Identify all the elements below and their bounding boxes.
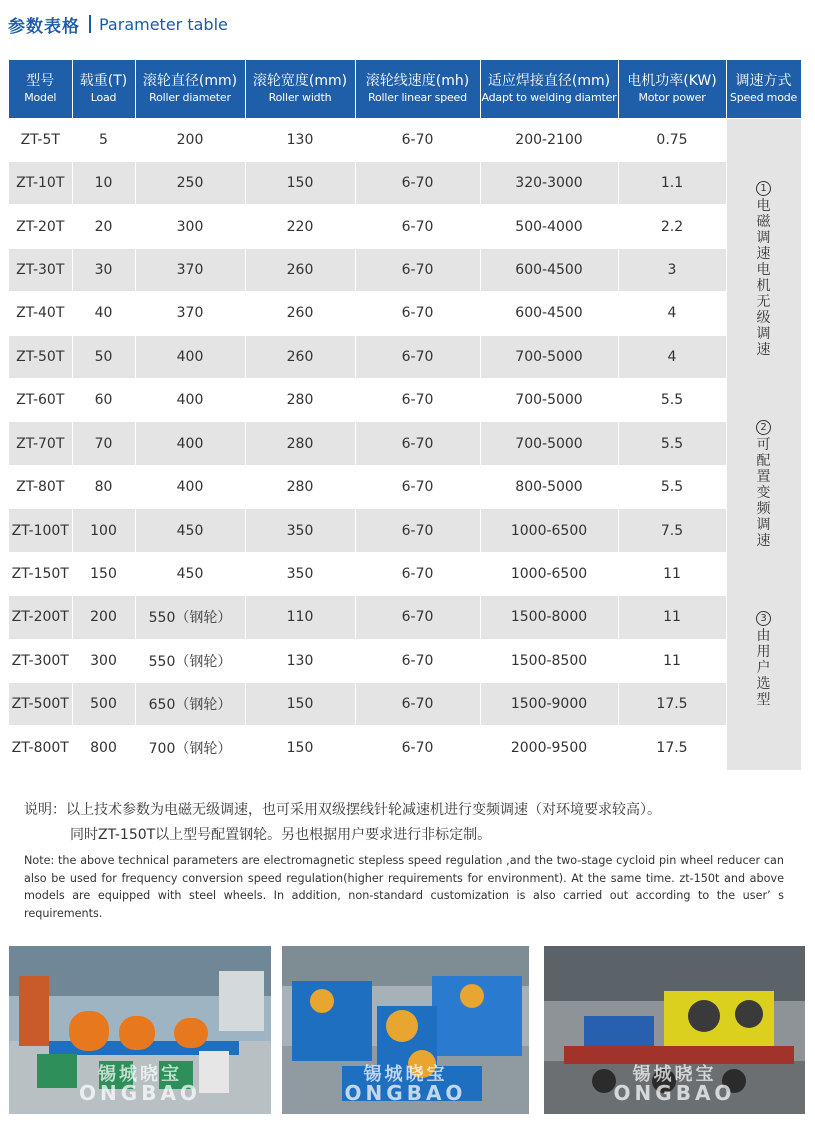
speed-mode-cell	[726, 118, 801, 770]
table-cell: 6-70	[355, 379, 480, 422]
table-cell: 5.5	[618, 465, 726, 508]
table-cell: 4	[618, 292, 726, 335]
table-cell: 450	[135, 509, 245, 552]
note-english: Note: the above technical parameters are electromagnetic stepless speed regulation ,and the two-stage cycloid pin wheel reducer can also be used for frequency conversion speed regulation(higher requirements for environment). At the same time. zt-150t and above models are equipped with steel wheels. In addition, non-standard customization is also carried out according to the user’ s requirements.	[24, 854, 784, 920]
table-cell: 6-70	[355, 726, 480, 770]
table-cell: 800-5000	[480, 465, 618, 508]
table-cell: 20	[72, 205, 135, 248]
table-cell: 250	[135, 161, 245, 204]
table-cell: 700-5000	[480, 422, 618, 465]
table-cell: 500	[72, 682, 135, 725]
table-cell: 1000-6500	[480, 552, 618, 595]
table-cell: 6-70	[355, 509, 480, 552]
table-cell: 300	[72, 639, 135, 682]
speed-mode-number: 1	[756, 181, 771, 196]
speed-mode-text: 由 用 户 选 型	[756, 627, 771, 708]
column-header-en: Roller linear speed	[368, 90, 467, 104]
column-header-cn: 调速方式	[735, 72, 792, 89]
table-cell: 600-4500	[480, 292, 618, 335]
table-cell: 450	[135, 552, 245, 595]
table-cell: 280	[245, 379, 355, 422]
speed-mode-number: 2	[756, 420, 771, 435]
column-header-cn: 电机功率(KW)	[627, 72, 717, 89]
table-row	[9, 639, 801, 682]
table-cell: ZT-70T	[9, 422, 72, 465]
table-cell: 6-70	[355, 639, 480, 682]
table-row	[9, 118, 801, 161]
table-cell: 5.5	[618, 422, 726, 465]
table-cell: ZT-40T	[9, 292, 72, 335]
column-header-cn: 滚轮宽度(mm)	[252, 72, 348, 89]
table-cell: ZT-20T	[9, 205, 72, 248]
product-photo-3	[544, 946, 805, 1114]
note-chinese	[24, 798, 804, 848]
speed-mode-number: 3	[756, 611, 771, 626]
table-cell: ZT-80T	[9, 465, 72, 508]
table-cell: ZT-300T	[9, 639, 72, 682]
photo-3-watermark: 锡城晓宝 ONGBAO	[613, 1064, 736, 1105]
table-cell: 60	[72, 379, 135, 422]
column-header	[135, 60, 245, 118]
table-cell: 110	[245, 596, 355, 639]
table-cell: 5.5	[618, 379, 726, 422]
page-header	[8, 10, 228, 38]
table-cell: 200-2100	[480, 118, 618, 161]
table-cell: 1.1	[618, 161, 726, 204]
table-cell: 1000-6500	[480, 509, 618, 552]
column-header-en: Roller diameter	[149, 90, 231, 104]
table-cell: 320-3000	[480, 161, 618, 204]
column-header	[618, 60, 726, 118]
table-cell: 260	[245, 335, 355, 378]
table-cell: 6-70	[355, 596, 480, 639]
table-cell: ZT-100T	[9, 509, 72, 552]
table-cell: ZT-150T	[9, 552, 72, 595]
table-cell: 150	[245, 161, 355, 204]
table-cell: 300	[135, 205, 245, 248]
table-cell: 3	[618, 248, 726, 291]
table-cell: 6-70	[355, 682, 480, 725]
table-row	[9, 335, 801, 378]
table-cell: 200	[135, 118, 245, 161]
table-row	[9, 596, 801, 639]
table-row	[9, 248, 801, 291]
table-cell: ZT-800T	[9, 726, 72, 770]
table-row	[9, 682, 801, 725]
column-header	[245, 60, 355, 118]
speed-mode-item	[756, 181, 771, 358]
note-cn-line2: 同时ZT-150T以上型号配置钢轮。另也根据用户要求进行非标定制。	[70, 827, 492, 843]
table-cell: 11	[618, 639, 726, 682]
table-cell: 700-5000	[480, 335, 618, 378]
table-cell: 6-70	[355, 292, 480, 335]
table-cell: 350	[245, 552, 355, 595]
column-header-en: Adapt to welding diamter	[481, 90, 617, 104]
table-cell: 150	[245, 726, 355, 770]
table-cell: 6-70	[355, 465, 480, 508]
table-cell: 200	[72, 596, 135, 639]
table-cell: 1500-8000	[480, 596, 618, 639]
table-row	[9, 726, 801, 770]
table-cell: 600-4500	[480, 248, 618, 291]
table-cell: 50	[72, 335, 135, 378]
column-header-en: Load	[90, 90, 117, 104]
table-cell: 11	[618, 596, 726, 639]
column-header-cn: 滚轮直径(mm)	[142, 72, 238, 89]
speed-mode-item	[756, 420, 771, 549]
column-header-cn: 适应焊接直径(mm)	[487, 72, 611, 89]
table-cell: ZT-500T	[9, 682, 72, 725]
table-cell: 370	[135, 248, 245, 291]
table-cell: 6-70	[355, 335, 480, 378]
table-cell: 400	[135, 335, 245, 378]
table-cell: 11	[618, 552, 726, 595]
table-cell: 400	[135, 422, 245, 465]
table-row	[9, 422, 801, 465]
product-photo-2	[282, 946, 529, 1114]
table-cell: 17.5	[618, 682, 726, 725]
table-cell: 2.2	[618, 205, 726, 248]
speed-mode-text: 可 配 置 变 频 调 速	[756, 436, 771, 549]
table-cell: 100	[72, 509, 135, 552]
table-cell: 220	[245, 205, 355, 248]
table-cell: 800	[72, 726, 135, 770]
note-cn-line1: 说明：以上技术参数为电磁无级调速，也可采用双级摆线针轮减速机进行变频调速（对环境要求较高）。	[24, 802, 661, 818]
header-title-en: Parameter table	[99, 14, 228, 34]
table-cell: 700（钢轮）	[135, 726, 245, 770]
table-cell: 17.5	[618, 726, 726, 770]
table-cell: ZT-200T	[9, 596, 72, 639]
table-cell: 1500-8500	[480, 639, 618, 682]
table-cell: 30	[72, 248, 135, 291]
column-header	[480, 60, 618, 118]
table-cell: 40	[72, 292, 135, 335]
table-cell: 10	[72, 161, 135, 204]
table-cell: 7.5	[618, 509, 726, 552]
table-cell: 700-5000	[480, 379, 618, 422]
column-header	[72, 60, 135, 118]
column-header-en: Roller width	[268, 90, 332, 104]
table-cell: 280	[245, 422, 355, 465]
table-cell: 0.75	[618, 118, 726, 161]
column-header	[9, 60, 72, 118]
column-header	[726, 60, 801, 118]
column-header-en: Motor power	[638, 90, 706, 104]
table-cell: 80	[72, 465, 135, 508]
table-cell: ZT-10T	[9, 161, 72, 204]
column-header-cn: 滚轮线速度(mh)	[365, 72, 470, 89]
table-cell: 550（钢轮）	[135, 596, 245, 639]
speed-mode-item	[756, 611, 771, 708]
table-cell: ZT-60T	[9, 379, 72, 422]
table-cell: 260	[245, 248, 355, 291]
table-cell: 350	[245, 509, 355, 552]
table-cell: 6-70	[355, 422, 480, 465]
speed-mode-text: 电 磁 调 速 电 机 无 级 调 速	[756, 197, 771, 358]
table-cell: 130	[245, 118, 355, 161]
table-row	[9, 205, 801, 248]
header-separator	[89, 15, 91, 33]
table-row	[9, 552, 801, 595]
table-cell: ZT-5T	[9, 118, 72, 161]
table-cell: 150	[245, 682, 355, 725]
column-header-cn: 载重(T)	[79, 72, 128, 89]
table-row	[9, 292, 801, 335]
table-cell: 6-70	[355, 205, 480, 248]
table-cell: 6-70	[355, 248, 480, 291]
column-header-en: Model	[24, 90, 57, 104]
table-cell: 6-70	[355, 161, 480, 204]
table-cell: 1500-9000	[480, 682, 618, 725]
table-cell: 260	[245, 292, 355, 335]
table-cell: 6-70	[355, 118, 480, 161]
product-photo-1	[9, 946, 271, 1114]
table-cell: ZT-50T	[9, 335, 72, 378]
table-cell: 4	[618, 335, 726, 378]
table-row	[9, 465, 801, 508]
table-cell: 280	[245, 465, 355, 508]
table-row	[9, 161, 801, 204]
table-cell: 370	[135, 292, 245, 335]
header-title-cn: 参数表格	[8, 16, 80, 37]
table-cell: 500-4000	[480, 205, 618, 248]
column-header	[355, 60, 480, 118]
table-row	[9, 509, 801, 552]
parameter-table	[9, 60, 802, 770]
table-cell: 650（钢轮）	[135, 682, 245, 725]
table-cell: 5	[72, 118, 135, 161]
table-cell: 550（钢轮）	[135, 639, 245, 682]
photo-2-watermark: 锡城晓宝 ONGBAO	[344, 1064, 467, 1105]
table-cell: 400	[135, 465, 245, 508]
table-header-row	[9, 60, 801, 118]
table-body	[9, 118, 801, 770]
column-header-cn: 型号	[26, 72, 55, 89]
table-cell: 400	[135, 379, 245, 422]
table-cell: ZT-30T	[9, 248, 72, 291]
table-cell: 150	[72, 552, 135, 595]
table-cell: 70	[72, 422, 135, 465]
table-row	[9, 379, 801, 422]
table-cell: 6-70	[355, 552, 480, 595]
table-cell: 130	[245, 639, 355, 682]
column-header-en: Speed mode	[729, 90, 798, 104]
table-cell: 2000-9500	[480, 726, 618, 770]
photo-1-watermark: 锡城晓宝 ONGBAO	[79, 1064, 201, 1105]
